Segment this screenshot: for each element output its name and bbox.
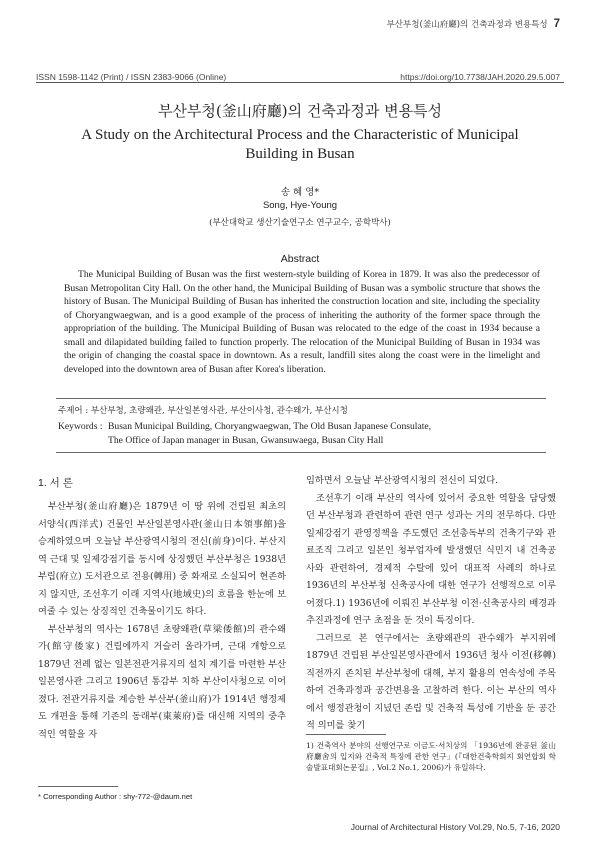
page-number: 7 bbox=[553, 18, 560, 30]
paragraph: 그러므로 본 연구에서는 초량왜관의 관수왜가 부지위에 1879년 건립된 부산일본영사관에서 1936년 청사 이전(移轉) 직전까지 존치된 부산부청에 대해, 부지 활용의 연속성에 주목하여 건축과정과 공간변용을 고찰하려 한다. 이는 부산의 역사에서 행정관청이 지녔던 존립 및 건축적 특성에 기반을 둔 공간적 의미를 찾기 bbox=[306, 632, 556, 731]
paragraph: 조선후기 이래 부산의 역사에 있어서 중요한 역할을 담당했던 부산부청과 관련하여 관련 연구 성과는 거의 전무하다. 다만 일제강점기 관영정책을 주도했던 조선총독부의 건축기구와 관료조직 그리고 일본인 청부업자에 발생했던 식민지 내 건축공사와 관련하여, 경제적 수탈에 있어 대표적 사례의 하나로 1936년의 부산부청 신축공사에 대한 연구가 선행적으로 이루어졌다.1) 1936년에 이뤄진 부산부청 이전·신축공사의 배경과 추진과정에 연구 초점을 둔 것이 특징이다. bbox=[306, 492, 556, 626]
keywords-rule-bottom bbox=[56, 452, 546, 453]
author-english: Song, Hye-Young bbox=[262, 200, 338, 211]
title-korean: 부산부청(釜山府廳)의 건축과정과 변용특성 bbox=[157, 102, 443, 120]
paragraph: 부산부청의 역사는 1678년 초량왜관(草梁倭館)의 관수왜가(館守倭家) 건립에까지 거슬러 올라가며, 근대 개항으로 1879년 전례 없는 일본전관거류지의 설치 계기를 마련한 부산일본영사관 그리고 1906년 통감부 치하 부산이사청으로 이어졌다. 전관거류지를 계승한 부산부(釜山府)가 1914년 행정제도 개편을 통해 기존의 동래부(東萊府)를 대신해 지역의 중추적인 역할을 자 bbox=[38, 623, 286, 740]
doi-link[interactable]: https://doi.org/10.7738/JAH.2020.29.5.007 bbox=[400, 72, 560, 82]
left-column bbox=[38, 498, 286, 743]
keywords-english-line2: The Office of Japan manager in Busan, Gwansuwaega, Busan City Hall bbox=[108, 435, 384, 446]
keywords-korean bbox=[58, 404, 348, 416]
right-column bbox=[306, 472, 556, 735]
author-affiliation: (부산대학교 생산기술연구소 연구교수, 공학박사) bbox=[209, 218, 391, 228]
keywords-korean-list: 부산부청, 초량왜관, 부산일본영사관, 부산이사청, 관수왜가, 부산시청 bbox=[90, 406, 348, 416]
footnote-rule bbox=[306, 734, 386, 735]
keywords-korean-label: 주제어 : bbox=[58, 406, 89, 416]
section-heading: 1. 서 론 bbox=[38, 477, 73, 489]
running-title: 부산부청(釜山府廳)의 건축과정과 변용특성 bbox=[386, 20, 548, 30]
paragraph: 부산부청(釜山府廳)은 1879년 이 땅 위에 건립된 최초의 서양식(西洋式) 건물인 부산일본영사관(釜山日本領事館)을 승계하였으며 오늘날 부산광역시청의 전신(前身)이다. 부산지역 근대 및 일제강점기를 동시에 상징했던 부산부청은 1938년 부립(府立) 도서관으로 전용(轉用) 중 화재로 소실되어 현존하지 않지만, 조선후기 이래 지역사(地域史)의 흐름을 한눈에 보여줄 수 있는 상징적인 건축물이기도 하다. bbox=[38, 501, 286, 617]
keywords-english-line1: Busan Municipal Building, Choryangwaegwan, The Old Busan Japanese Consulate, bbox=[108, 421, 432, 432]
keywords-english bbox=[58, 420, 538, 448]
footnote-rule bbox=[38, 786, 118, 787]
author-korean: 송 혜 영* bbox=[280, 187, 320, 198]
footnote-1: 1) 건축역사 분야의 선행연구로 이금도·서치상의 「1936년에 완공된 釜山府廳舍의 입지와 건축적 특징에 관한 연구」(『대한건축학회지 회연합회 학술발표대회논문집』, Vol.2 No.1, 2006)가 유일하다. bbox=[306, 741, 556, 772]
title-english: A Study on the Architectural Process and the Characteristic of Municipal Building in Busan bbox=[81, 127, 519, 162]
issn: ISSN 1598-1142 (Print) / ISSN 2383-9066 (Online) bbox=[36, 72, 227, 82]
journal-footer: Journal of Architectural History Vol.29, No.5, 7-16, 2020 bbox=[350, 822, 560, 832]
keywords-english-label: Keywords : bbox=[58, 421, 103, 432]
abstract-heading: Abstract bbox=[280, 253, 320, 265]
keywords-rule-top bbox=[56, 398, 546, 399]
corresponding-author: * Corresponding Author : shy-772-@daum.net bbox=[38, 792, 193, 801]
running-header bbox=[387, 18, 560, 30]
header-rule bbox=[36, 82, 564, 83]
abstract-text: The Municipal Building of Busan was the first western-style building of Korea in 1879. It was also the predecessor of Busan Metropolitan City Hall. On the other hand, the Municipal Building of Busan was a symbolic structure that shows the history of Busan. The Municipal Building of Busan has inherited the construction location and site, including the speciality of Choryangwaegwan, and is a good example of the process of inheriting the authority of the former space through the appropriation of the building. The Municipal Building of Busan was relocated to the edge of the coast in 1934 because a small and dilapidated building failed to function properly. The relocation of the Municipal Building of Busan in 1934 was the origin of changing the coastal space in downtown. As a result, landfill sites along the coast were in the limelight and developed into the downtown area of Busan after Korea's liberation. bbox=[64, 269, 540, 375]
paragraph: 임하면서 오늘날 부산광역시청의 전신이 되었다. bbox=[306, 475, 499, 486]
